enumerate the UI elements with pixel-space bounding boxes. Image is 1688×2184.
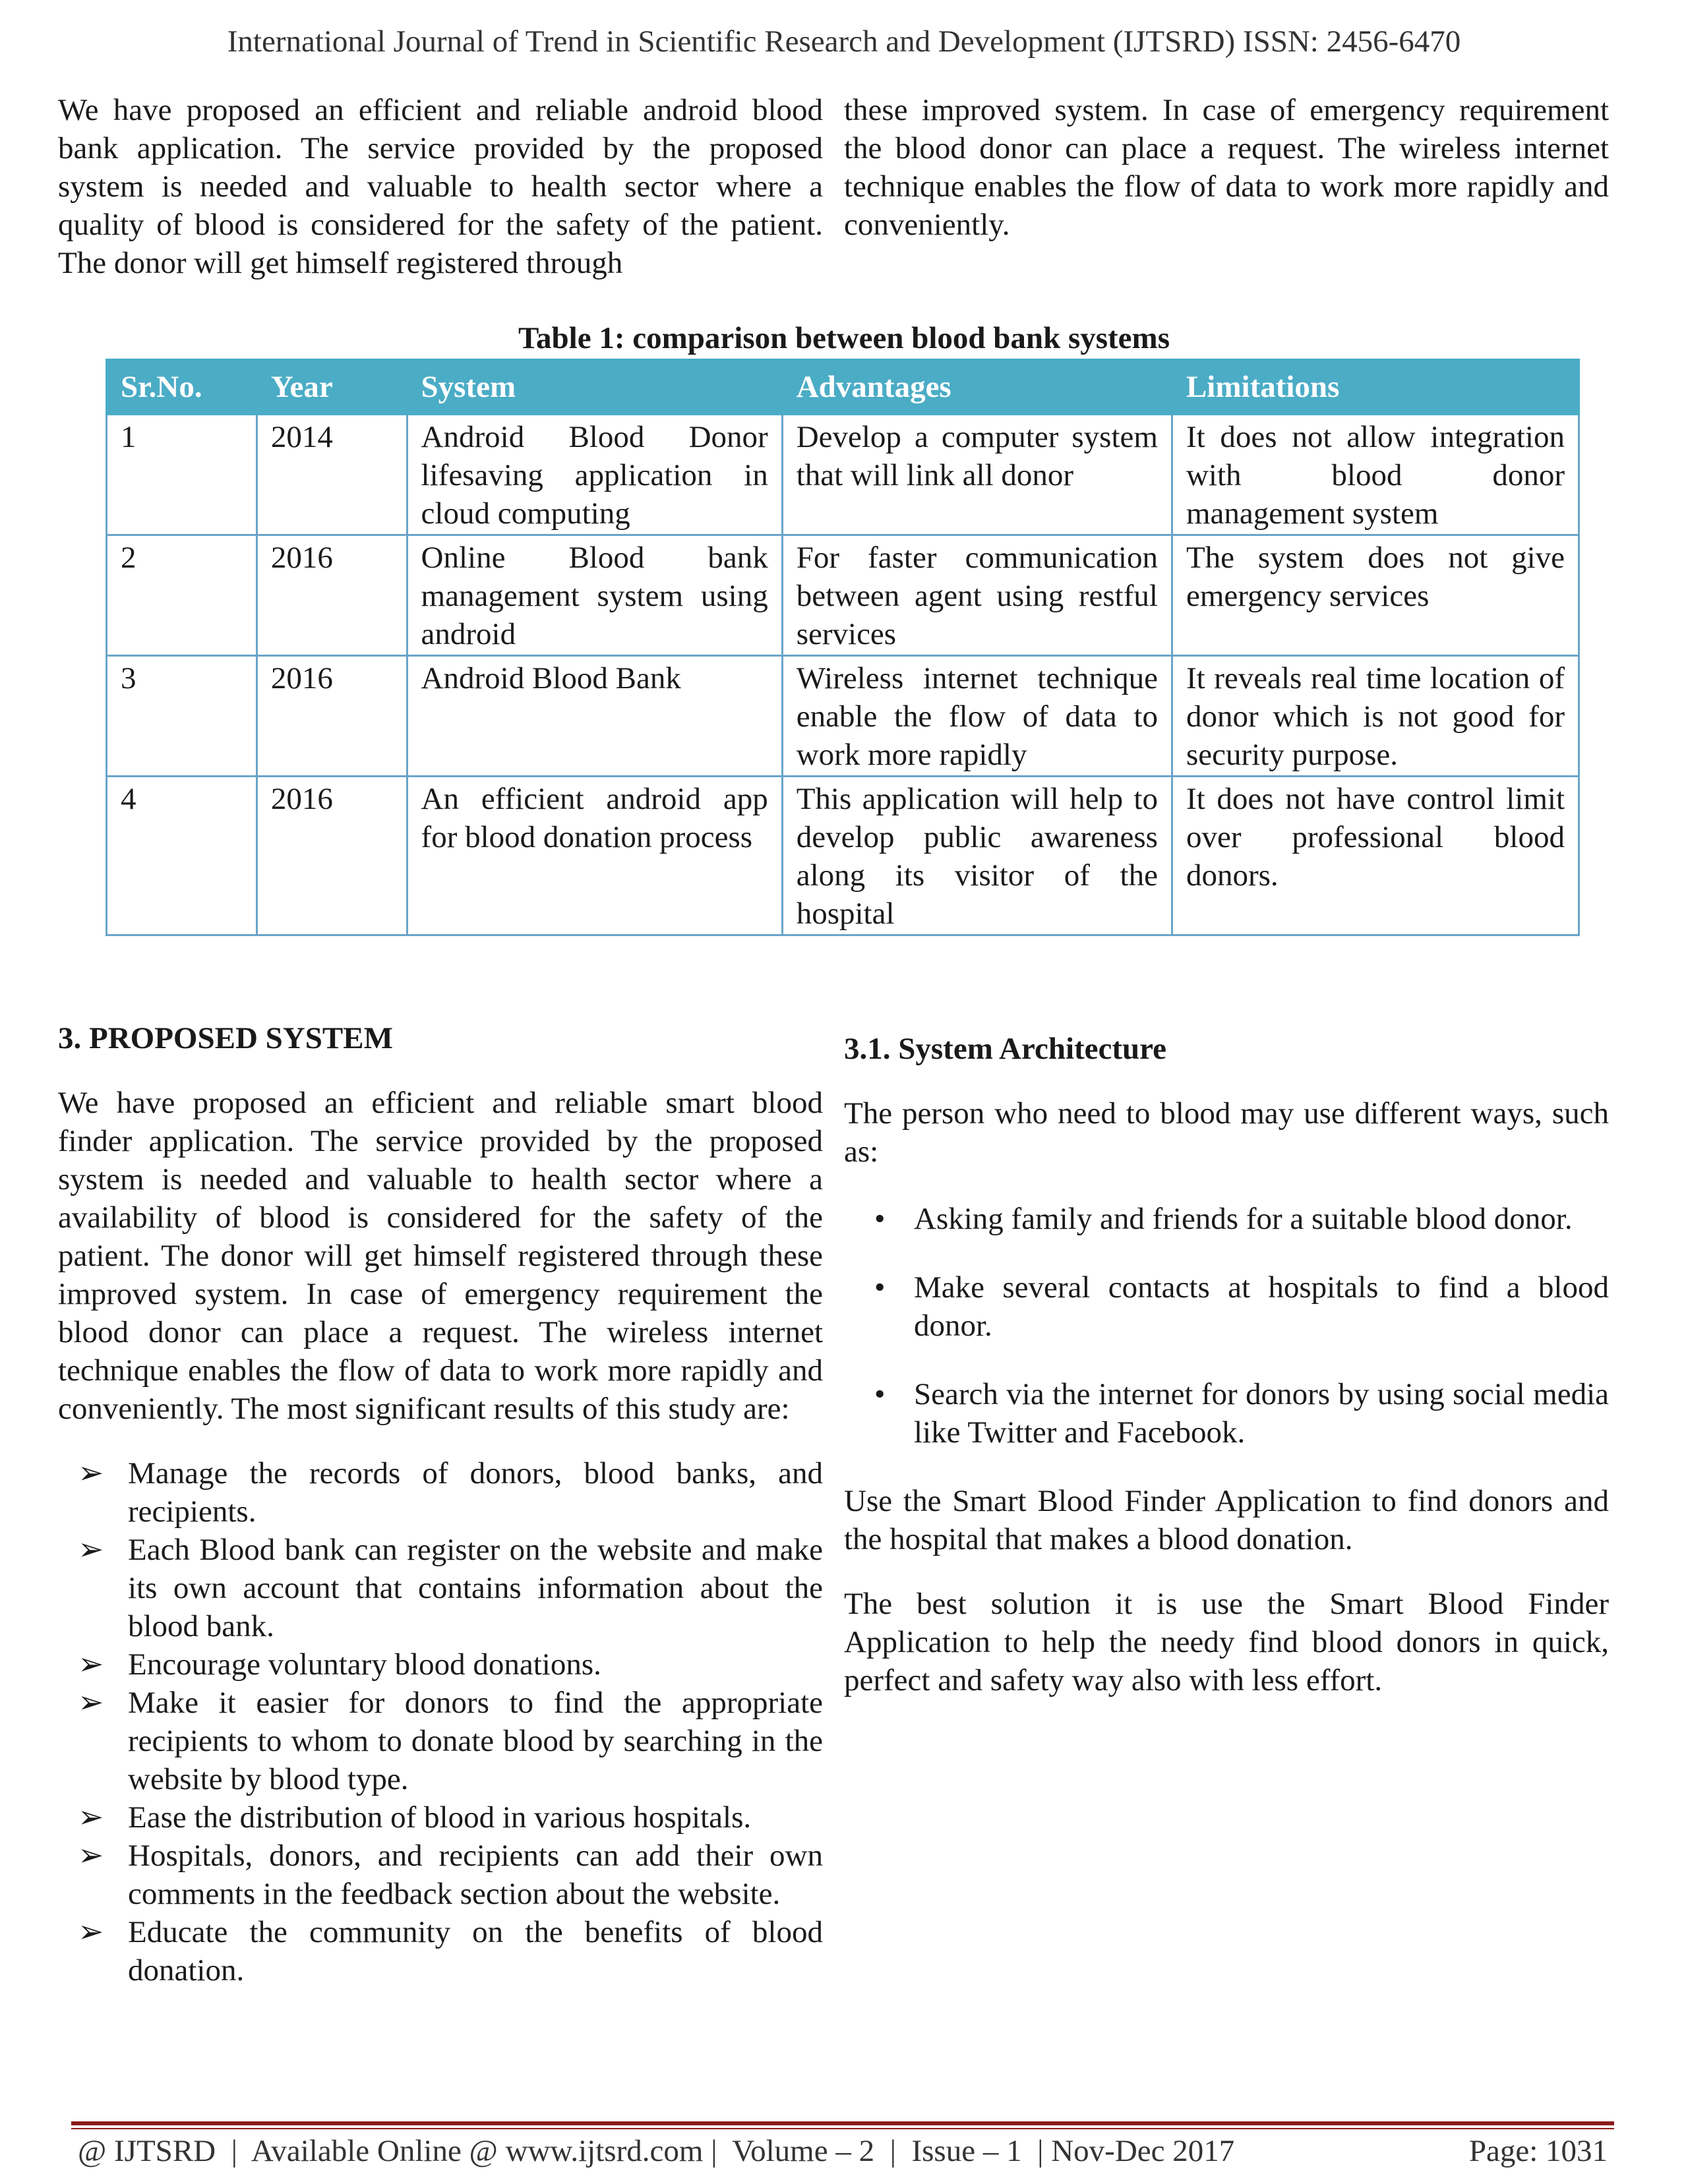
column-header-advantages: Advantages: [782, 360, 1172, 415]
list-item: [58, 1684, 823, 1798]
footer-page-number: Page: 1031: [1468, 2134, 1608, 2168]
cell-limitations: It does not allow integration with blood donor management system: [1172, 415, 1579, 535]
list-item-text: Encourage voluntary blood donations.: [128, 1647, 601, 1682]
arrow-bullet-icon: ➢: [78, 1915, 104, 1949]
footer-rule-thick: [71, 2121, 1614, 2125]
dot-bullet-icon: •: [874, 1202, 886, 1236]
list-item-text: Hospitals, donors, and recipients can add their own comments in the feedback section about the website.: [128, 1839, 823, 1911]
column-header-limitations: Limitations: [1172, 360, 1579, 415]
table-row: [107, 415, 1579, 535]
cell-year: 2016: [256, 535, 407, 656]
cell-limitations: The system does not give emergency services: [1172, 535, 1579, 656]
list-item-text: Search via the internet for donors by using social media like Twitter and Facebook.: [914, 1377, 1609, 1450]
section-heading-proposed-system: 3. PROPOSED SYSTEM: [58, 1021, 393, 1055]
section-heading-system-architecture: 3.1. System Architecture: [844, 1032, 1167, 1066]
column-header-sr-no: Sr.No.: [107, 360, 257, 415]
arrow-bullet-icon: ➢: [78, 1839, 104, 1873]
footer-journal-info: @ IJTSRD | Available Online @ www.ijtsrd.com | Volume – 2 | Issue – 1 | Nov-Dec 2017: [78, 2134, 1235, 2168]
intro-left-column: [58, 91, 823, 282]
cell-year: 2014: [256, 415, 407, 535]
proposed-system-paragraph: We have proposed an efficient and reliable smart blood finder application. The service provided by the proposed system is needed and valuable to health sector where a availability of blood is considered for the safety of the patient. The donor will get himself registered through these improved system. In case of emergency requirement the blood donor can place a request. The wireless internet technique enables the flow of data to work more rapidly and conveniently. The most significant results of this study are:: [58, 1086, 823, 1426]
list-item: [58, 1531, 823, 1645]
cell-system: Online Blood bank management system using android: [407, 535, 782, 656]
cell-limitations: It does not have control limit over professional blood donors.: [1172, 777, 1579, 935]
list-item-text: Educate the community on the benefits of blood donation.: [128, 1915, 823, 1988]
cell-sr-no: 3: [107, 656, 257, 777]
list-item: [844, 1268, 1609, 1345]
cell-sr-no: 1: [107, 415, 257, 535]
list-item: [58, 1645, 823, 1684]
list-item-text: Make it easier for donors to find the appropriate recipients to whom to donate blood by searching in the website by blood type.: [128, 1686, 823, 1796]
intro-paragraph-left: We have proposed an efficient and reliable android blood bank application. The service provided by the proposed system is needed and valuable to health sector where a quality of blood is considered for the safety of the patient. The donor will get himself registered through: [58, 93, 823, 280]
table-caption: Table 1: comparison between blood bank systems: [518, 321, 1170, 355]
arrow-bullet-icon: ➢: [78, 1456, 104, 1490]
table-row: [107, 656, 1579, 777]
cell-system: Android Blood Bank: [407, 656, 782, 777]
results-list: [58, 1454, 823, 1990]
cell-limitations: It reveals real time location of donor which is not good for security purpose.: [1172, 656, 1579, 777]
cell-system: Android Blood Donor lifesaving application in cloud computing: [407, 415, 782, 535]
column-header-system: System: [407, 360, 782, 415]
cell-sr-no: 2: [107, 535, 257, 656]
list-item: [58, 1454, 823, 1531]
dot-bullet-icon: •: [874, 1377, 886, 1411]
intro-paragraph-right: these improved system. In case of emergency requirement the blood donor can place a request. The wireless internet technique enables the flow of data to work more rapidly and conveniently.: [844, 93, 1609, 242]
table-row: [107, 535, 1579, 656]
cell-advantages: Wireless internet technique enable the flow of data to work more rapidly: [782, 656, 1172, 777]
journal-header: International Journal of Trend in Scientific Research and Development (IJTSRD) ISSN: 2456-6470: [227, 24, 1461, 59]
cell-advantages: Develop a computer system that will link all donor: [782, 415, 1172, 535]
cell-advantages: For faster communication between agent using restful services: [782, 535, 1172, 656]
cell-year: 2016: [256, 656, 407, 777]
cell-sr-no: 4: [107, 777, 257, 935]
list-item: [58, 1798, 823, 1837]
cell-year: 2016: [256, 777, 407, 935]
column-header-year: Year: [256, 360, 407, 415]
list-item: [58, 1913, 823, 1990]
proposed-system-column: [58, 1019, 823, 1990]
cell-advantages: This application will help to develop public awareness along its visitor of the hospital: [782, 777, 1172, 935]
list-item-text: Manage the records of donors, blood banks, and recipients.: [128, 1456, 823, 1529]
table-row: [107, 777, 1579, 935]
arrow-bullet-icon: ➢: [78, 1533, 104, 1567]
architecture-paragraph-2: The best solution it is use the Smart Blood Finder Application to help the needy find blood donors in quick, perfect and safety way also with less effort.: [844, 1587, 1609, 1697]
intro-right-column: [844, 91, 1609, 244]
table-header-row: [107, 360, 1579, 415]
list-item: [58, 1837, 823, 1913]
cell-system: An efficient android app for blood donation process: [407, 777, 782, 935]
arrow-bullet-icon: ➢: [78, 1800, 104, 1835]
architecture-intro-paragraph: The person who need to blood may use different ways, such as:: [844, 1096, 1609, 1169]
arrow-bullet-icon: ➢: [78, 1647, 104, 1682]
list-item: [844, 1200, 1609, 1238]
ways-list: [844, 1200, 1609, 1452]
dot-bullet-icon: •: [874, 1270, 886, 1305]
page-footer: [78, 2133, 1608, 2169]
comparison-table: [106, 359, 1580, 936]
architecture-paragraph-1: Use the Smart Blood Finder Application to find donors and the hospital that makes a blood donation.: [844, 1484, 1609, 1556]
list-item-text: Make several contacts at hospitals to find a blood donor.: [914, 1270, 1609, 1343]
arrow-bullet-icon: ➢: [78, 1686, 104, 1720]
system-architecture-column: [844, 1030, 1609, 1699]
list-item-text: Each Blood bank can register on the website and make its own account that contains information about the blood bank.: [128, 1533, 823, 1643]
list-item: [844, 1375, 1609, 1452]
list-item-text: Ease the distribution of blood in various hospitals.: [128, 1800, 752, 1835]
list-item-text: Asking family and friends for a suitable blood donor.: [914, 1202, 1573, 1236]
footer-rule-thin: [71, 2128, 1614, 2129]
